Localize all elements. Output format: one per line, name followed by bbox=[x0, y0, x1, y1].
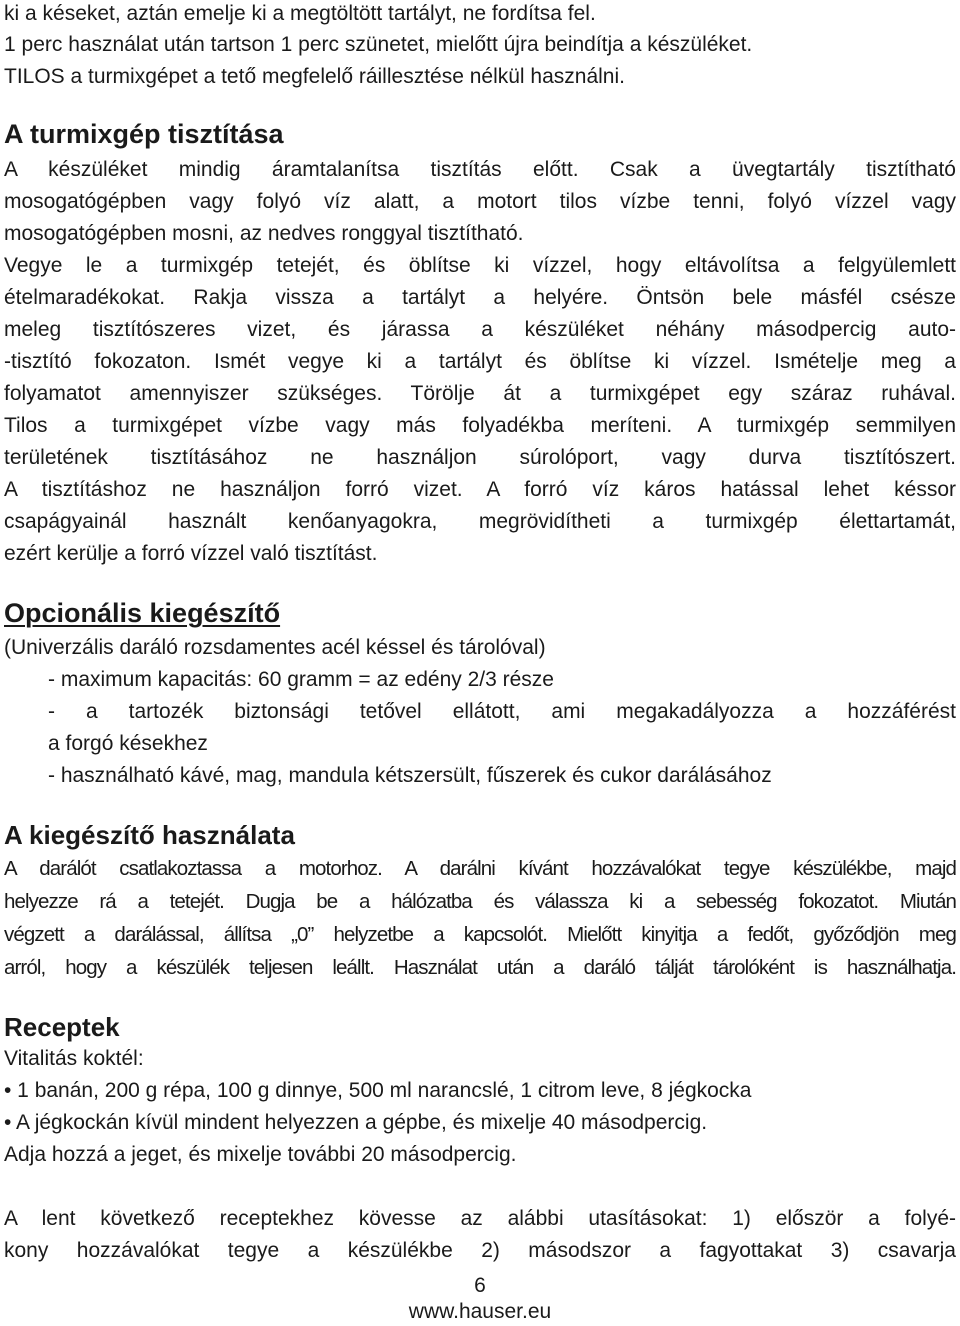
bullet-item: • A jégkockán kívül mindent helyezzen a gépbe, és mixelje 40 másodpercig. bbox=[4, 1111, 708, 1134]
text-line: Vegye le a turmixgép tetejét, és öblítse ki vízzel, hogy eltávolítsa a felgyülemlett bbox=[4, 254, 956, 277]
text-line: TILOS a turmixgépet a tető megfelelő ráillesztése nélkül használni. bbox=[4, 65, 625, 88]
text-line: meleg tisztítószeres vizet, és járassa a készüléket néhány másodpercig auto- bbox=[4, 318, 956, 341]
text-line: A tisztításhoz ne használjon forró vizet. A forró víz káros hatással lehet késsor bbox=[4, 478, 956, 501]
text-line: mosogatógépben mosni, az nedves ronggyal tisztítható. bbox=[4, 222, 524, 245]
section-subtitle: Vitalitás koktél: bbox=[4, 1047, 144, 1070]
bullet-item: • 1 banán, 200 g répa, 100 g dinnye, 500 ml narancslé, 1 citrom leve, 8 jégkocka bbox=[4, 1079, 752, 1102]
text-line: ezért kerülje a forró vízzel való tisztítást. bbox=[4, 542, 378, 565]
text-line: ételmaradékokat. Rakja vissza a tartályt a helyére. Öntsön bele másfél csésze bbox=[4, 286, 956, 309]
section-heading-cleaning: A turmixgép tisztítása bbox=[4, 119, 284, 149]
text-line: 1 perc használat után tartson 1 perc szünetet, mielőtt újra beindítja a készüléket. bbox=[4, 33, 753, 56]
text-line: helyezze rá a tetejét. Dugja be a hálózatba és válassza ki a sebesség fokozatot. Miután bbox=[4, 890, 956, 913]
text-line: A lent következő receptekhez kövesse az alábbi utasításokat: 1) először a folyé- bbox=[4, 1207, 956, 1230]
list-item: - a tartozék biztonsági tetővel ellátott, ami megakadályozza a hozzáférést bbox=[48, 700, 956, 723]
text-line: folyamatot amennyiszer szükséges. Törölje át a turmixgépet egy száraz ruhával. bbox=[4, 382, 956, 405]
section-heading-optional: Opcionális kiegészítő bbox=[4, 598, 281, 628]
text-line: csapágyainál használt kenőanyagokra, megrövidítheti a turmixgép élettartamát, bbox=[4, 510, 956, 533]
list-item: - használható kávé, mag, mandula kétszersült, fűszerek és cukor darálásához bbox=[48, 764, 772, 787]
section-subtitle: (Univerzális daráló rozsdamentes acél késsel és tárolóval) bbox=[4, 636, 546, 659]
text-line: Adja hozzá a jeget, és mixelje további 20 másodpercig. bbox=[4, 1143, 517, 1166]
text-line: végzett a darálással, állítsa „0” helyzetbe a kapcsolót. Mielőtt kinyitja a fedőt, győződjön meg bbox=[4, 923, 956, 946]
text-line: ki a késeket, aztán emelje ki a megtöltött tartályt, ne fordítsa fel. bbox=[4, 2, 596, 25]
text-line: A darálót csatlakoztassa a motorhoz. A darálni kívánt hozzávalókat tegye készülékbe, majd bbox=[4, 857, 956, 880]
text-line: A készüléket mindig áramtalanítsa tisztítás előtt. Csak a üvegtartály tisztítható bbox=[4, 158, 956, 181]
list-item: a forgó késekhez bbox=[48, 732, 208, 755]
text-line: kony hozzávalókat tegye a készülékbe 2) másodszor a fagyottakat 3) csavarja bbox=[4, 1239, 956, 1262]
section-heading-usage: A kiegészítő használata bbox=[4, 820, 295, 850]
page-number: 6 bbox=[474, 1274, 486, 1297]
text-line: Tilos a turmixgépet vízbe vagy más folyadékba meríteni. A turmixgép semmilyen bbox=[4, 414, 956, 437]
list-item: - maximum kapacitás: 60 gramm = az edény 2/3 része bbox=[48, 668, 554, 691]
text-line: mosogatógépben vagy folyó víz alatt, a motort tilos vízbe tenni, folyó vízzel vagy bbox=[4, 190, 956, 213]
footer-website: www.hauser.eu bbox=[408, 1300, 552, 1323]
section-heading-recipes: Receptek bbox=[4, 1012, 120, 1042]
text-line: területének tisztításához ne használjon súrolóport, vagy durva tisztítószert. bbox=[4, 446, 956, 469]
text-line: arról, hogy a készülék teljesen leállt. Használat után a daráló tálját tárolóként is használhatja. bbox=[4, 956, 956, 979]
text-line: -tisztító fokozaton. Ismét vegye ki a tartályt és öblítse ki vízzel. Ismételje meg a bbox=[4, 350, 956, 373]
